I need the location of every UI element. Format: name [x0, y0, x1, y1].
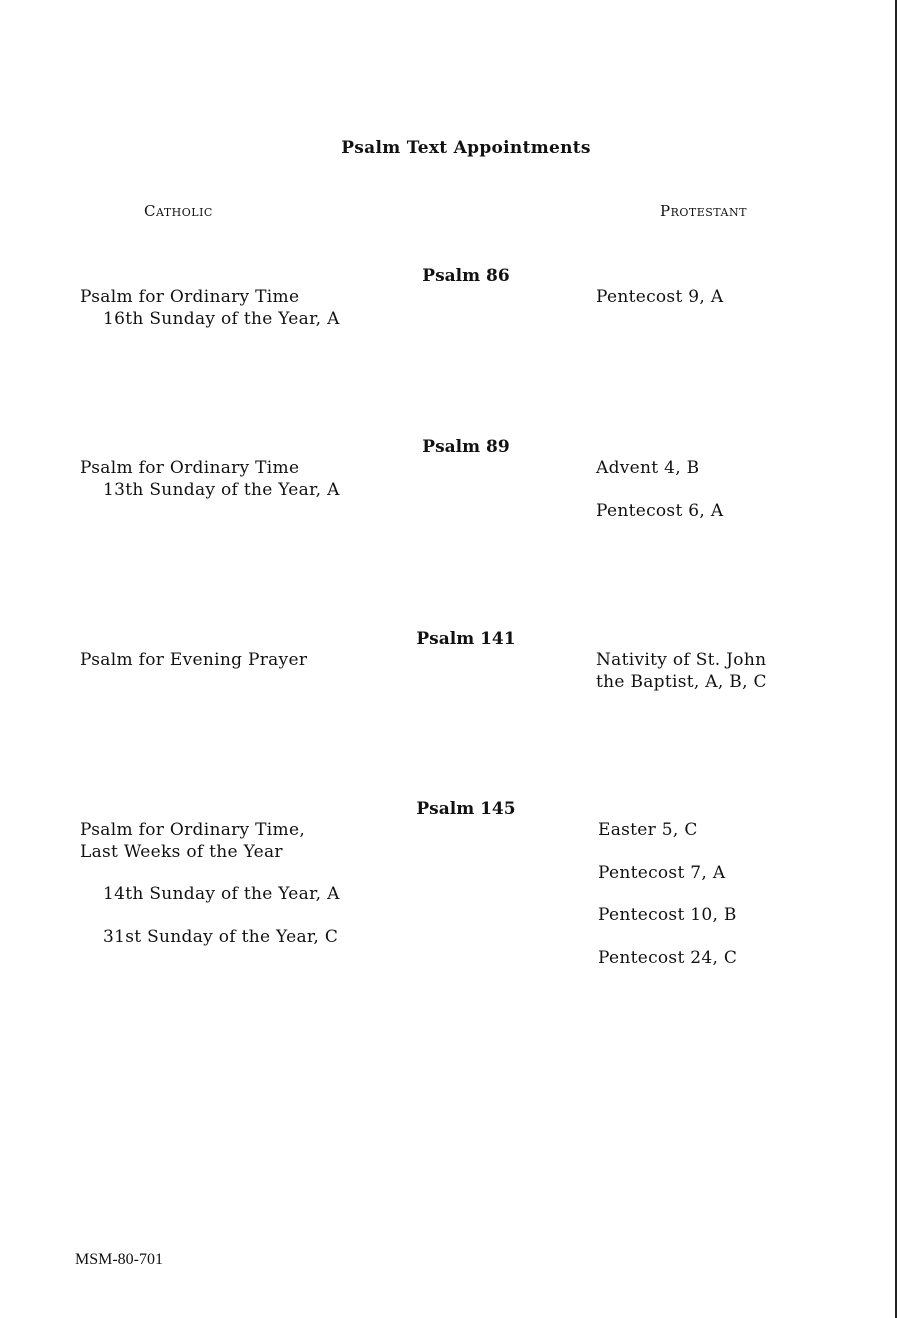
protestant-appointments — [596, 650, 767, 693]
catholic-appointments — [80, 650, 307, 672]
catholic-appointment: 16th Sunday of the Year, A — [103, 308, 340, 329]
psalm-heading: Psalm 86 — [422, 266, 510, 286]
protestant-appointments — [596, 458, 723, 522]
column-heading-protestant: Protestant — [660, 202, 747, 220]
protestant-appointment: Pentecost 6, A — [596, 500, 724, 521]
protestant-appointment: Advent 4, B — [596, 458, 700, 478]
protestant-appointments — [598, 820, 737, 969]
catholic-appointment: Psalm for Ordinary Time — [80, 287, 300, 307]
protestant-appointment: Pentecost 24, C — [598, 947, 738, 968]
psalm-heading: Psalm 141 — [416, 629, 516, 649]
page-title: Psalm Text Appointments — [341, 138, 591, 158]
catholic-appointments — [80, 287, 340, 330]
catholic-appointments — [80, 820, 340, 948]
psalm-heading: Psalm 89 — [422, 437, 510, 457]
protestant-appointment: Nativity of St. John — [596, 650, 767, 670]
protestant-appointment: Pentecost 10, B — [598, 905, 737, 925]
catholic-appointment: Psalm for Ordinary Time — [80, 458, 300, 478]
catalog-number: MSM-80-701 — [75, 1251, 164, 1268]
catholic-appointment: Psalm for Ordinary Time, — [80, 820, 306, 840]
column-heading-catholic: Catholic — [144, 202, 213, 220]
catholic-appointment: Last Weeks of the Year — [80, 841, 283, 862]
catholic-appointment: 13th Sunday of the Year, A — [103, 479, 340, 500]
psalm-heading: Psalm 145 — [416, 799, 516, 819]
protestant-appointment: the Baptist, A, B, C — [596, 671, 767, 692]
protestant-appointment: Easter 5, C — [598, 820, 698, 840]
catholic-appointments — [80, 458, 340, 501]
protestant-appointment: Pentecost 7, A — [598, 862, 726, 883]
catholic-appointment: 14th Sunday of the Year, A — [103, 884, 340, 904]
catholic-appointment: 31st Sunday of the Year, C — [103, 926, 339, 947]
catholic-appointment: Psalm for Evening Prayer — [80, 650, 308, 670]
protestant-appointments — [596, 287, 723, 309]
protestant-appointment: Pentecost 9, A — [596, 287, 724, 307]
